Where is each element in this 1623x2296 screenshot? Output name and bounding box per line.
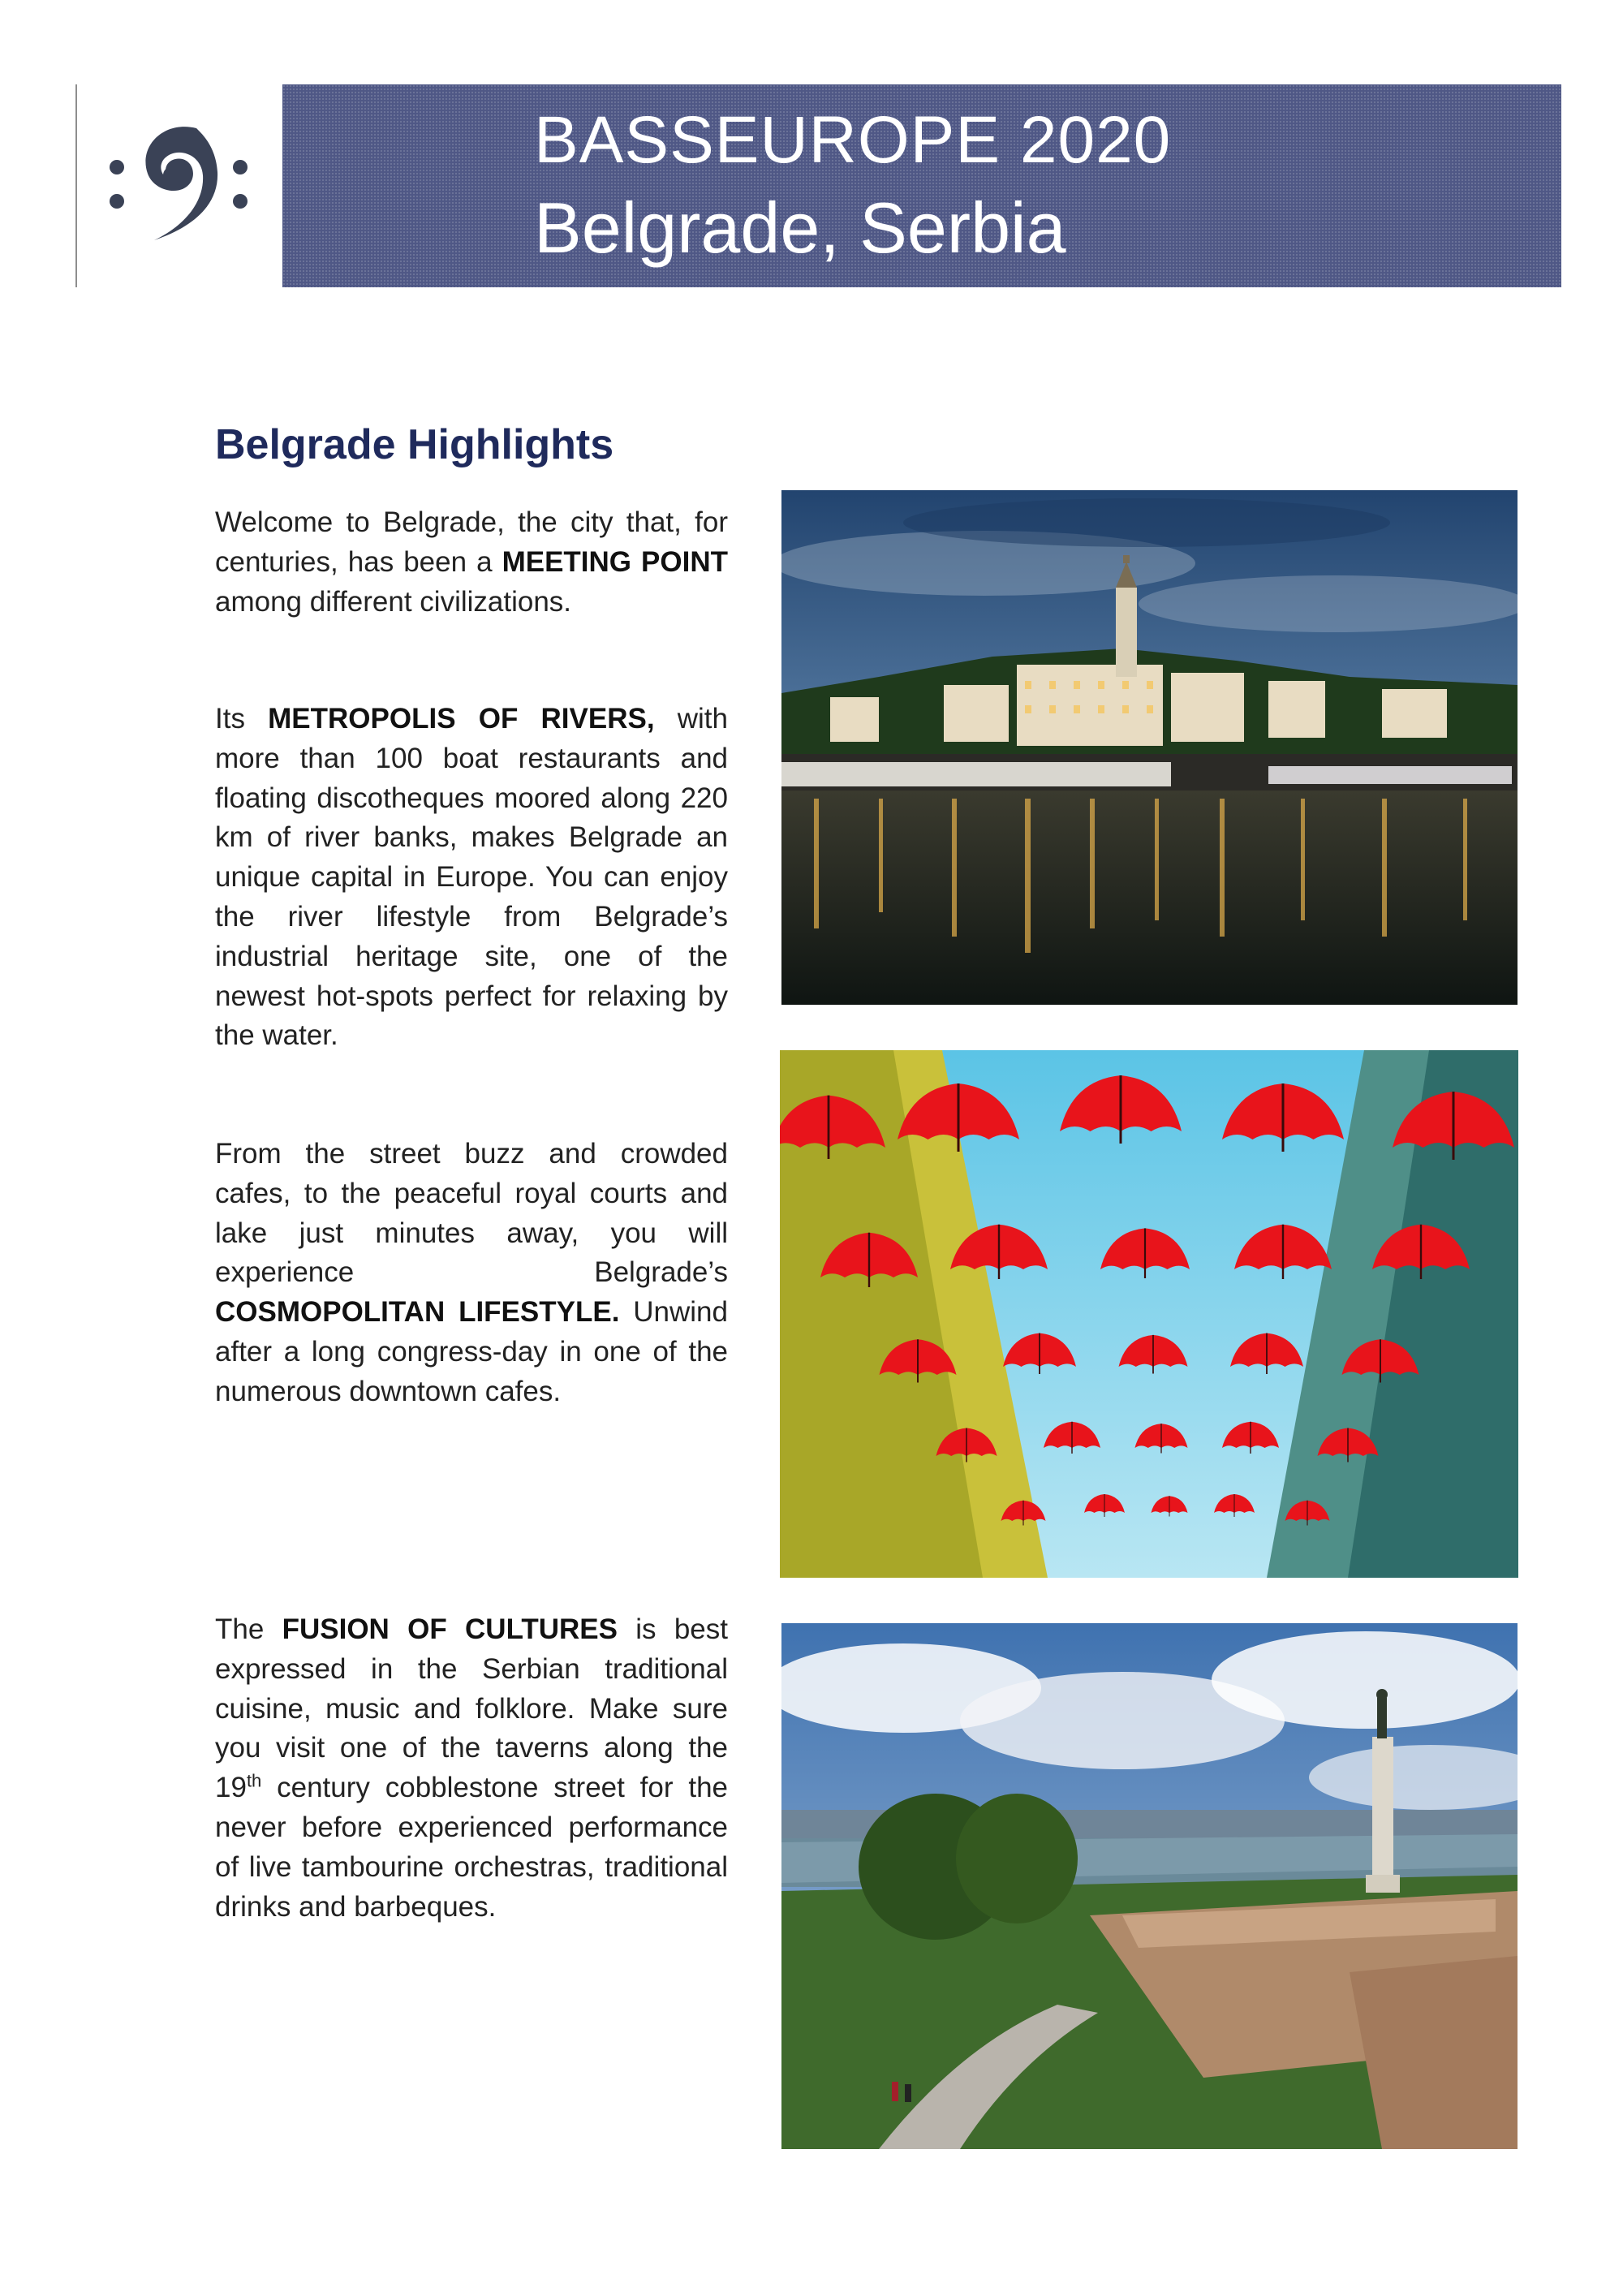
paragraph-text: with more than 100 boat restaurants and floating discotheques moored along 220 km of river banks, makes Belgrade an unique capital in Europe. You can enjoy the river lifestyle from Belgrade’s industrial heritage site, one of the newest hot-spots perfect for relaxing by the water. xyxy=(215,703,728,1052)
paragraph-cosmopolitan-lifestyle xyxy=(215,1135,728,1412)
paragraph-text: century cobblestone street for the never before experienced performance of live tambourine orchestras, traditional drinks and barbeques. xyxy=(215,1772,728,1923)
banner-subtitle: Belgrade, Serbia xyxy=(534,187,1066,268)
superscript: th xyxy=(246,1770,262,1791)
highlight-metropolis-of-rivers: METROPOLIS OF RIVERS, xyxy=(268,703,655,734)
paragraph-metropolis-of-rivers xyxy=(215,700,728,1056)
red-umbrellas-street-photo xyxy=(780,1050,1518,1578)
paragraph-text: Unwind after a long congress-day in one of the numerous downtown cafes. xyxy=(215,1296,728,1407)
paragraph-fusion-of-cultures xyxy=(215,1610,728,1927)
paragraph-text: Its xyxy=(215,703,269,734)
paragraph-text: Welcome to Belgrade, the city that, for centuries, has been a xyxy=(215,506,728,578)
kalemegdan-fortress-photo xyxy=(781,1623,1518,2149)
bass-clef-icon xyxy=(105,114,252,252)
paragraph-text: From the street buzz and crowded cafes, to the peaceful royal courts and lake just minutes away, you will experience Belgrade’s xyxy=(215,1138,728,1289)
belgrade-riverfront-photo xyxy=(781,490,1518,1005)
highlight-fusion-of-cultures: FUSION OF CULTURES xyxy=(282,1613,618,1645)
highlight-cosmopolitan-lifestyle: COSMOPOLITAN LIFESTYLE. xyxy=(215,1296,620,1329)
paragraph-meeting-point xyxy=(215,503,728,622)
paragraph-text: among different civilizations. xyxy=(215,585,572,618)
paragraph-text: is best expressed in the Serbian traditional cuisine, music and folklore. Make sure you visit one of the taverns along the 19 xyxy=(215,1613,728,1804)
header-banner xyxy=(282,84,1561,287)
section-title: Belgrade Highlights xyxy=(215,421,614,468)
banner-title: BASSEUROPE 2020 xyxy=(534,103,1172,177)
header-divider-line xyxy=(75,84,77,287)
paragraph-text: The xyxy=(215,1613,282,1645)
highlight-meeting-point: MEETING POINT xyxy=(502,545,728,578)
